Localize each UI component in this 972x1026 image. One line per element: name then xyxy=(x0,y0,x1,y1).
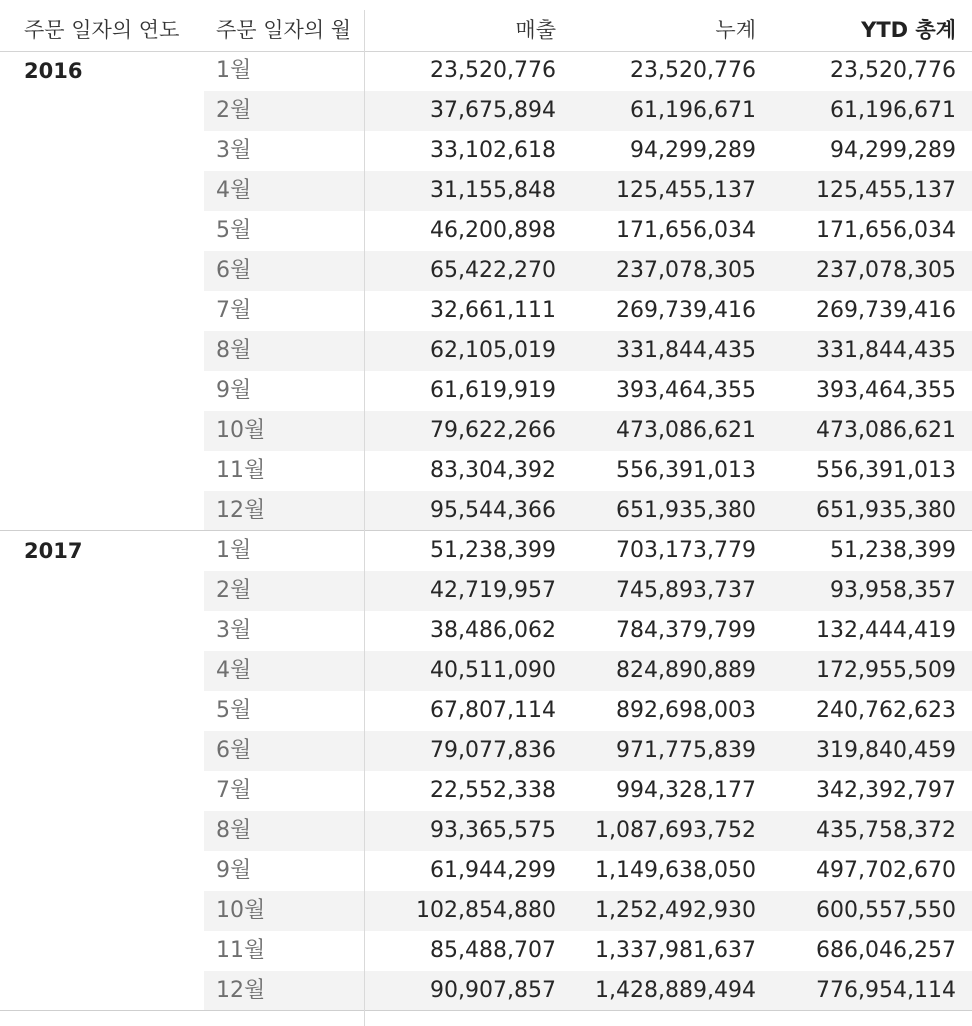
sales-cell: 61,619,919 xyxy=(430,378,556,403)
header-order-month[interactable]: 주문 일자의 월 xyxy=(216,18,352,42)
sales-cell: 51,238,399 xyxy=(430,538,556,563)
header-sales[interactable]: 매출 xyxy=(515,18,556,42)
year-label: 2017 xyxy=(24,539,83,563)
ytd-total-cell: 331,844,435 xyxy=(816,338,956,363)
crosstab-table xyxy=(0,10,972,1011)
table-body xyxy=(0,51,972,1011)
cumulative-cell: 23,520,776 xyxy=(630,58,756,83)
cumulative-cell: 784,379,799 xyxy=(616,618,756,643)
header-divider xyxy=(364,10,365,51)
month-cell: 9월 xyxy=(216,378,252,403)
sales-cell: 90,907,857 xyxy=(430,978,556,1003)
month-cell: 3월 xyxy=(216,618,252,643)
month-cell: 9월 xyxy=(216,858,252,883)
sales-cell: 67,807,114 xyxy=(430,698,556,723)
ytd-total-cell: 393,464,355 xyxy=(816,378,956,403)
table-row[interactable] xyxy=(204,971,972,1011)
cumulative-cell: 94,299,289 xyxy=(630,138,756,163)
sales-cell: 83,304,392 xyxy=(430,458,556,483)
cumulative-cell: 745,893,737 xyxy=(616,578,756,603)
ytd-total-cell: 240,762,623 xyxy=(816,698,956,723)
cumulative-cell: 393,464,355 xyxy=(616,378,756,403)
ytd-total-cell: 23,520,776 xyxy=(830,58,956,83)
cumulative-cell: 824,890,889 xyxy=(616,658,756,683)
month-cell: 7월 xyxy=(216,298,252,323)
table-row[interactable] xyxy=(204,331,972,371)
cumulative-cell: 994,328,177 xyxy=(616,778,756,803)
year-group xyxy=(0,51,972,531)
table-row[interactable] xyxy=(204,411,972,451)
sales-cell: 31,155,848 xyxy=(430,178,556,203)
sales-cell: 38,486,062 xyxy=(430,618,556,643)
cumulative-cell: 651,935,380 xyxy=(616,498,756,523)
column-divider xyxy=(364,51,365,1026)
month-cell: 6월 xyxy=(216,738,252,763)
cumulative-cell: 556,391,013 xyxy=(616,458,756,483)
ytd-total-cell: 237,078,305 xyxy=(816,258,956,283)
month-cell: 8월 xyxy=(216,338,252,363)
table-row[interactable] xyxy=(204,131,972,171)
table-row[interactable] xyxy=(204,371,972,411)
table-row[interactable] xyxy=(204,291,972,331)
cumulative-cell: 892,698,003 xyxy=(616,698,756,723)
ytd-total-cell: 473,086,621 xyxy=(816,418,956,443)
month-cell: 10월 xyxy=(216,418,266,443)
ytd-total-cell: 132,444,419 xyxy=(816,618,956,643)
table-row[interactable] xyxy=(204,851,972,891)
sales-cell: 23,520,776 xyxy=(430,58,556,83)
table-row[interactable] xyxy=(204,611,972,651)
month-cell: 8월 xyxy=(216,818,252,843)
sales-cell: 37,675,894 xyxy=(430,98,556,123)
ytd-total-cell: 125,455,137 xyxy=(816,178,956,203)
table-row[interactable] xyxy=(204,811,972,851)
sales-cell: 46,200,898 xyxy=(430,218,556,243)
sales-cell: 32,661,111 xyxy=(430,298,556,323)
group-divider xyxy=(0,1010,972,1011)
table-row[interactable] xyxy=(204,931,972,971)
month-cell: 3월 xyxy=(216,138,252,163)
ytd-total-cell: 497,702,670 xyxy=(816,858,956,883)
cumulative-cell: 971,775,839 xyxy=(616,738,756,763)
month-cell: 5월 xyxy=(216,218,252,243)
month-cell: 1월 xyxy=(216,58,252,83)
sales-cell: 93,365,575 xyxy=(430,818,556,843)
sales-cell: 65,422,270 xyxy=(430,258,556,283)
cumulative-cell: 703,173,779 xyxy=(616,538,756,563)
header-cumulative[interactable]: 누계 xyxy=(715,18,756,42)
cumulative-cell: 473,086,621 xyxy=(616,418,756,443)
table-row[interactable] xyxy=(204,651,972,691)
month-cell: 10월 xyxy=(216,898,266,923)
cumulative-cell: 61,196,671 xyxy=(630,98,756,123)
table-row[interactable] xyxy=(204,531,972,571)
ytd-total-cell: 172,955,509 xyxy=(816,658,956,683)
ytd-total-cell: 342,392,797 xyxy=(816,778,956,803)
sales-cell: 40,511,090 xyxy=(430,658,556,683)
year-group xyxy=(0,531,972,1011)
ytd-total-cell: 600,557,550 xyxy=(816,898,956,923)
month-cell: 7월 xyxy=(216,778,252,803)
table-row[interactable] xyxy=(204,451,972,491)
sales-cell: 95,544,366 xyxy=(430,498,556,523)
table-row[interactable] xyxy=(204,51,972,91)
cumulative-cell: 269,739,416 xyxy=(616,298,756,323)
ytd-total-cell: 686,046,257 xyxy=(816,938,956,963)
table-row[interactable] xyxy=(204,491,972,531)
table-row[interactable] xyxy=(204,771,972,811)
sales-cell: 79,077,836 xyxy=(430,738,556,763)
cumulative-cell: 331,844,435 xyxy=(616,338,756,363)
table-row[interactable] xyxy=(204,691,972,731)
sales-cell: 79,622,266 xyxy=(430,418,556,443)
month-cell: 5월 xyxy=(216,698,252,723)
table-row[interactable] xyxy=(204,731,972,771)
sales-cell: 61,944,299 xyxy=(430,858,556,883)
cumulative-cell: 1,149,638,050 xyxy=(595,858,756,883)
table-row[interactable] xyxy=(204,251,972,291)
ytd-total-cell: 319,840,459 xyxy=(816,738,956,763)
table-row[interactable] xyxy=(204,891,972,931)
ytd-total-cell: 556,391,013 xyxy=(816,458,956,483)
month-cell: 11월 xyxy=(216,458,266,483)
ytd-total-cell: 435,758,372 xyxy=(816,818,956,843)
month-cell: 1월 xyxy=(216,538,252,563)
ytd-total-cell: 651,935,380 xyxy=(816,498,956,523)
month-cell: 2월 xyxy=(216,578,252,603)
header-order-year[interactable]: 주문 일자의 연도 xyxy=(24,18,180,42)
table-row[interactable] xyxy=(204,171,972,211)
sales-cell: 102,854,880 xyxy=(416,898,556,923)
cumulative-cell: 237,078,305 xyxy=(616,258,756,283)
ytd-total-cell: 269,739,416 xyxy=(816,298,956,323)
cumulative-cell: 1,428,889,494 xyxy=(595,978,756,1003)
cumulative-cell: 171,656,034 xyxy=(616,218,756,243)
cumulative-cell: 1,337,981,637 xyxy=(595,938,756,963)
ytd-total-cell: 93,958,357 xyxy=(830,578,956,603)
ytd-total-cell: 61,196,671 xyxy=(830,98,956,123)
month-cell: 6월 xyxy=(216,258,252,283)
sales-cell: 62,105,019 xyxy=(430,338,556,363)
ytd-total-cell: 51,238,399 xyxy=(830,538,956,563)
cumulative-cell: 125,455,137 xyxy=(616,178,756,203)
month-cell: 2월 xyxy=(216,98,252,123)
table-row[interactable] xyxy=(204,211,972,251)
ytd-total-cell: 94,299,289 xyxy=(830,138,956,163)
sales-cell: 33,102,618 xyxy=(430,138,556,163)
sales-cell: 42,719,957 xyxy=(430,578,556,603)
ytd-total-cell: 171,656,034 xyxy=(816,218,956,243)
ytd-total-cell: 776,954,114 xyxy=(816,978,956,1003)
cumulative-cell: 1,252,492,930 xyxy=(595,898,756,923)
sales-cell: 85,488,707 xyxy=(430,938,556,963)
table-row[interactable] xyxy=(204,571,972,611)
table-row[interactable] xyxy=(204,91,972,131)
year-label: 2016 xyxy=(24,59,83,83)
month-cell: 11월 xyxy=(216,938,266,963)
header-ytd-total[interactable]: YTD 총계 xyxy=(861,18,956,42)
month-cell: 4월 xyxy=(216,178,252,203)
sales-cell: 22,552,338 xyxy=(430,778,556,803)
table-header xyxy=(0,10,972,51)
month-cell: 12월 xyxy=(216,978,266,1003)
cumulative-cell: 1,087,693,752 xyxy=(595,818,756,843)
month-cell: 4월 xyxy=(216,658,252,683)
month-cell: 12월 xyxy=(216,498,266,523)
